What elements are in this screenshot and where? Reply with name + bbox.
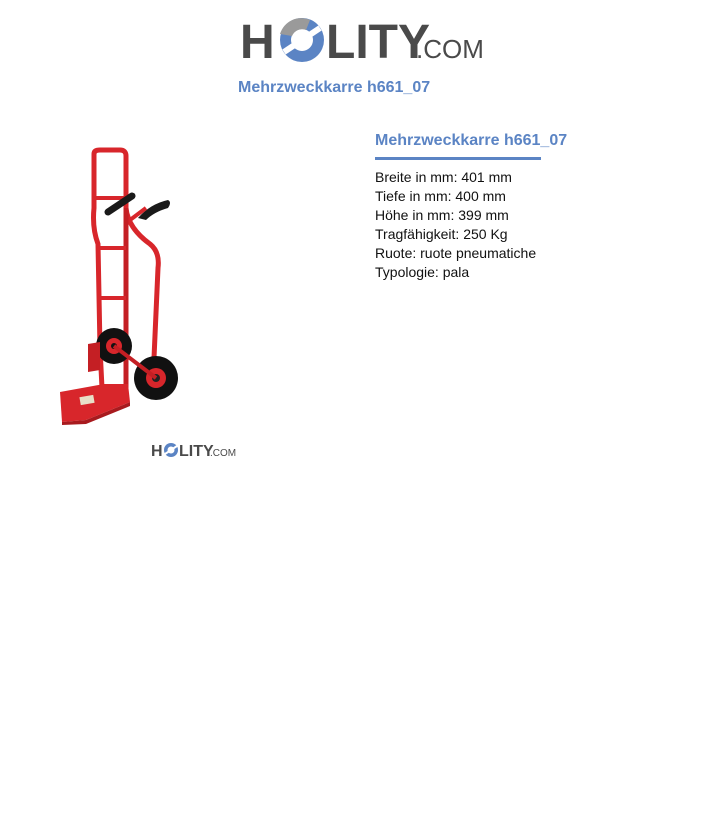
svg-text:LITY: LITY (179, 443, 214, 460)
spec-type: Typologie: pala (375, 264, 470, 280)
svg-text:.COM: .COM (210, 448, 237, 459)
logo-o-icon (280, 18, 324, 62)
spec-wheels: Ruote: ruote pneumatiche (375, 245, 537, 261)
logo-o-icon-small (164, 443, 178, 457)
logo-letter-h: H (240, 16, 275, 69)
holity-logo-small (151, 440, 237, 460)
holity-logo[interactable] (240, 12, 482, 68)
spec-depth: Tiefe in mm: 400 mm (375, 188, 506, 204)
spec-width: Breite in mm: 401 mm (375, 169, 512, 185)
spec-height: Höhe in mm: 399 mm (375, 207, 509, 223)
product-details (375, 131, 695, 282)
product-title: Mehrzweckkarre h661_07 (375, 132, 568, 149)
logo-text-lity: LITY (326, 16, 430, 69)
title-underline (375, 157, 541, 160)
logo-text-com: .COM (416, 34, 484, 64)
product-image (50, 148, 190, 428)
svg-text:H: H (151, 443, 163, 460)
spec-load-capacity: Tragfähigkeit: 250 Kg (375, 226, 508, 242)
page-title: Mehrzweckkarre h661_07 (238, 79, 431, 96)
